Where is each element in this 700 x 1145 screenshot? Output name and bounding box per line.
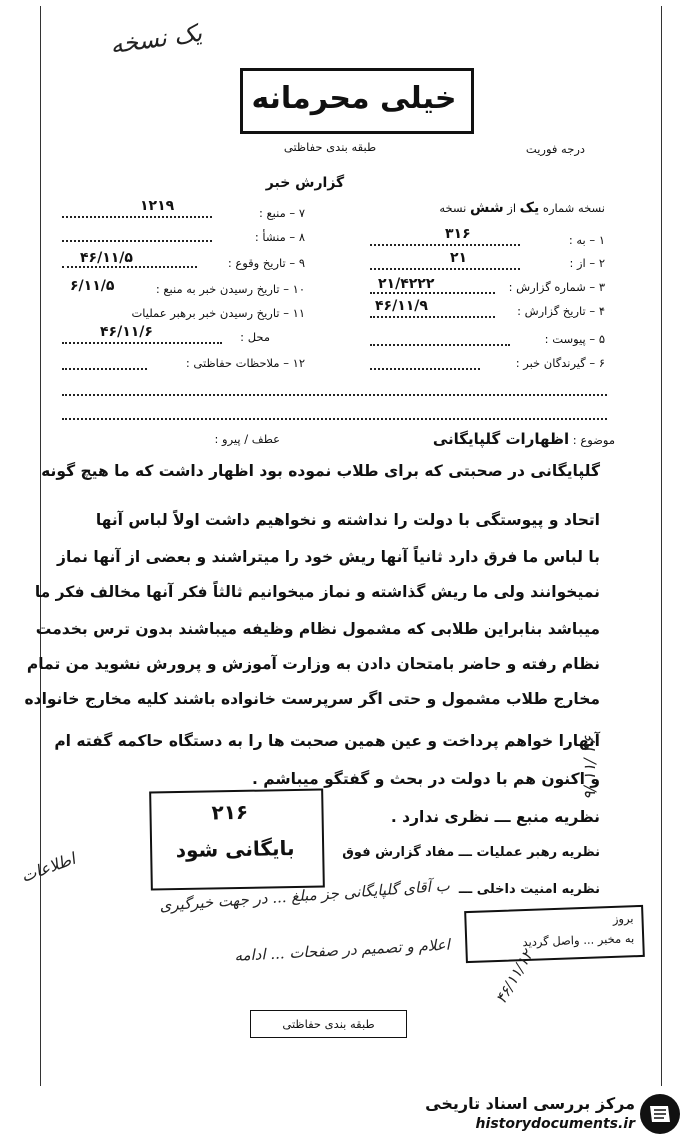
handwritten-side-note: اطلاعات	[18, 848, 78, 887]
place-label: محل :	[240, 330, 270, 344]
internal-opinion: نظریه امنیت داخلی ـــ	[458, 882, 600, 897]
subject-value: اظهارات گلپایگانی	[432, 430, 570, 448]
body-line-6: نظام رفته و حاضر بامتحان دادن به وزارت آموزش و پرورش نشوید من تمام	[26, 655, 600, 673]
field-to-label: ۱ – به :	[568, 233, 605, 247]
body-line-2: اتحاد و پیوستگی با دولت را نداشته و نخواهیم داشت اولاً لباس آنها	[95, 511, 600, 529]
body-line-5: میباشد بنابراین طلابی که مشمول نظام وظیفه میباشند بدون ترس بخدمت	[35, 620, 600, 638]
footer-classification-label: طبقه بندی حفاظتی	[282, 1017, 375, 1031]
copy-number-label: نسخه شماره	[542, 201, 605, 215]
ops-opinion: نظریه رهبر عملیات ـــ مفاد گزارش فوق	[342, 845, 600, 860]
origin-line	[62, 240, 212, 242]
report-date-label: ۴ – تاریخ گزارش :	[517, 304, 605, 318]
security-notes-label: ۱۲ – ملاحظات حفاظتی :	[185, 356, 305, 370]
urgency-label: درجه فوریت	[525, 142, 585, 156]
place-line	[62, 342, 222, 344]
reference-label: عطف / پیرو :	[214, 432, 280, 446]
archive-stamp-text: بایگانی شود	[175, 835, 295, 863]
signature-date: ۴۶/۱۱/۱۲	[491, 947, 537, 1007]
copy-number-line	[360, 200, 605, 216]
body-line-1: گلپایگانی در صحبتی که برای طلاب نموده بود اظهار داشت که ما هیچ گونه	[41, 462, 600, 480]
ops-receipt-label: ۱۱ – تاریخ رسیدن خبر برهبر عملیات	[131, 306, 305, 320]
handwritten-note-line-2: اعلام و تصمیم در صفحات ... ادامه	[233, 935, 451, 965]
field-to-line	[370, 244, 520, 246]
source-opinion: نظریه منبع ـــ نظری ندارد .	[390, 808, 600, 826]
receipt-stamp-line-1: بروز	[612, 911, 634, 926]
copy-suffix: نسخه	[439, 201, 467, 215]
body-line-9: و اکنون هم با دولت در بحث و گفتگو میباشم .	[251, 770, 600, 788]
body-line-7: مخارج طلاب مشمول و حتی اگر سرپرست خانواده باشند کلیه مخارج خانواده	[24, 690, 600, 708]
footer-classification-box	[250, 1010, 407, 1038]
classification-stamp	[240, 68, 474, 134]
report-number-line	[370, 292, 495, 294]
field-from-line	[370, 268, 520, 270]
archive-logo-icon	[638, 1092, 682, 1136]
archive-stamp	[149, 788, 325, 890]
report-number-label: ۳ – شماره گزارش :	[508, 280, 605, 294]
attachment-line	[370, 344, 510, 346]
archive-stamp-number: ۲۱۶	[211, 799, 249, 825]
subject-label: موضوع :	[572, 433, 615, 447]
body-line-4: نمیخوانند ولی ما ریش گذاشته و نماز میخوانیم ثالثاً فکر آنها مخالف فکر ما	[34, 583, 600, 601]
security-notes-line	[62, 368, 147, 370]
occurrence-date-value: ۴۶/۱۱/۵	[80, 250, 133, 266]
copy-number-value: یک	[519, 200, 540, 216]
source-line	[62, 216, 212, 218]
occurrence-date-line	[62, 266, 197, 268]
watermark	[410, 1090, 690, 1140]
field-from-label: ۲ – از :	[569, 256, 605, 270]
watermark-name: مرکز بررسی اسناد تاریخی	[425, 1094, 635, 1113]
copy-total-value: شش	[470, 200, 504, 216]
field-to-value: ۳۱۶	[445, 226, 471, 242]
source-receipt-value: ۶/۱۱/۵	[70, 278, 115, 294]
separator-line-2	[62, 418, 607, 420]
body-line-8: آنهارا خواهم پرداخت و عین همین صحبت ها را به دستگاه حاکمه گفته ام	[54, 732, 600, 750]
report-date-value: ۴۶/۱۱/۹	[375, 298, 428, 314]
field-from-value: ۲۱	[450, 250, 468, 266]
recipients-label: ۶ – گیرندگان خبر :	[515, 356, 605, 370]
receipt-stamp	[464, 905, 645, 963]
copy-from-label: از	[507, 201, 517, 215]
separator-line-1	[62, 394, 607, 396]
margin-date-note: ۹/ ۱۱/ ۴۶	[580, 736, 599, 800]
source-label: ۷ – منبع :	[259, 206, 305, 220]
subject-line	[360, 430, 615, 448]
occurrence-date-label: ۹ – تاریخ وقوع :	[227, 256, 305, 270]
classification-label: طبقه بندی حفاظتی	[283, 140, 377, 154]
watermark-url: historydocuments.ir	[475, 1116, 635, 1132]
handwritten-copy-note: یک نسخه	[108, 18, 204, 60]
receipt-stamp-line-2: به مخبر ... واصل گردید	[522, 931, 635, 950]
report-date-line	[370, 316, 495, 318]
report-number-value: ۲۱/۴۲۲۲	[378, 276, 435, 292]
classification-stamp-text: خیلی محرمانه	[251, 81, 457, 116]
place-value: ۴۶/۱۱/۶	[100, 324, 153, 340]
source-value: ۱۲۱۹	[140, 198, 175, 214]
handwritten-note-line-1: ب آقای گلپایگانی جز مبلغ ... در جهت خیرگیری	[158, 876, 451, 915]
source-receipt-label: ۱۰ – تاریخ رسیدن خبر به منبع :	[155, 282, 305, 296]
form-title: گزارش خبر	[265, 175, 345, 191]
attachment-label: ۵ – پیوست :	[544, 332, 605, 346]
origin-label: ۸ – منشأ :	[254, 230, 305, 244]
body-line-3: با لباس ما فرق دارد ثانیاً آنها ریش خود را میتراشند و بعضی از آنها نماز	[57, 548, 600, 566]
recipients-line	[370, 368, 480, 370]
